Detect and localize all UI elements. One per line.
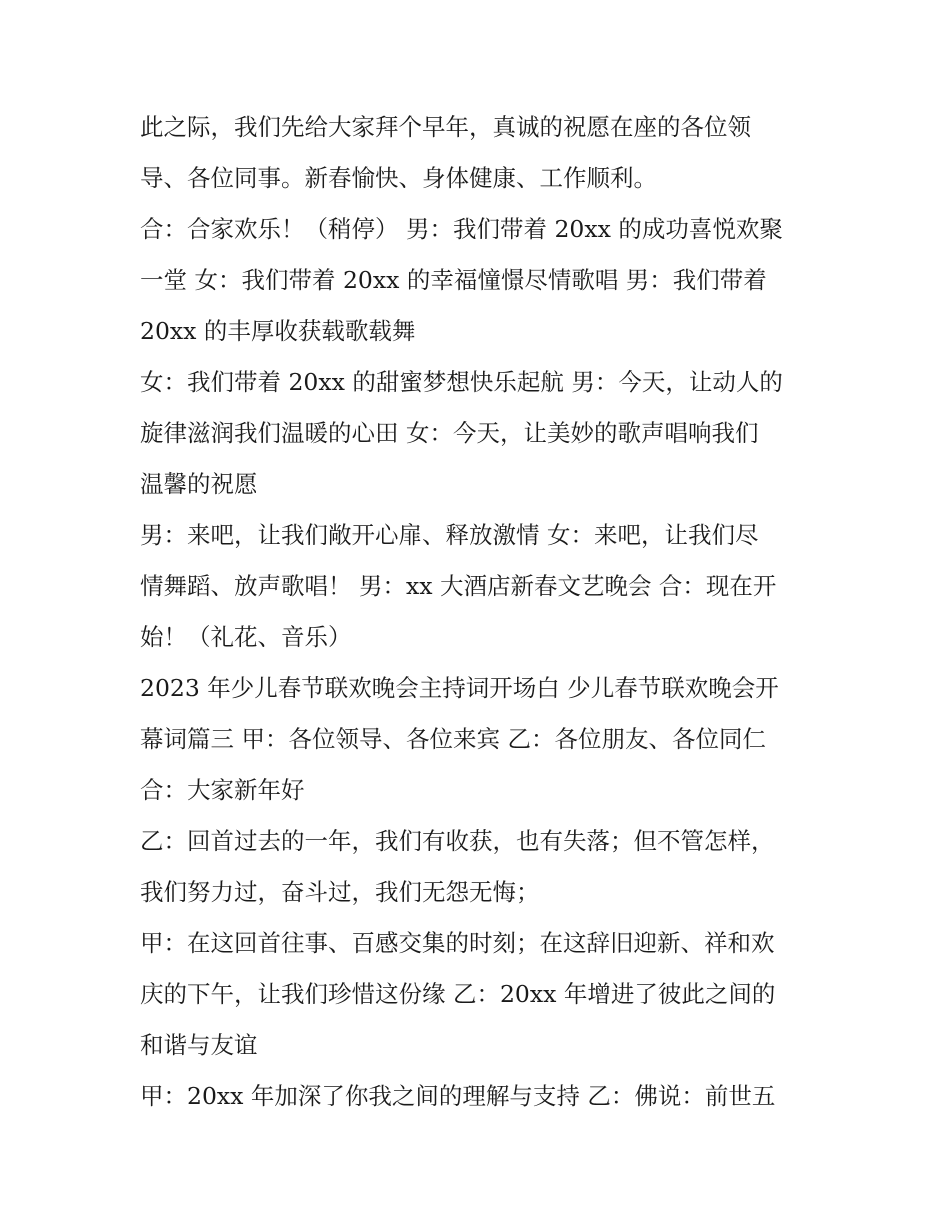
text-line: 女：我们带着 20xx 的甜蜜梦想快乐起航 男：今天，让动人的 [140, 368, 783, 396]
document-body [140, 102, 820, 1122]
text-line: 乙：回首过去的一年，我们有收获，也有失落；但不管怎样， [140, 827, 775, 855]
text-line: 情舞蹈、放声歌唱！ 男：xx 大酒店新春文艺晚会 合：现在开 [140, 572, 777, 600]
text-line: 我们努力过，奋斗过，我们无怨无悔； [140, 878, 540, 906]
text-line: 导、各位同事。新春愉快、身体健康、工作顺利。 [140, 164, 657, 192]
text-line: 甲：20xx 年加深了你我之间的理解与支持 乙：佛说：前世五 [140, 1082, 776, 1110]
text-line: 甲：在这回首往事、百感交集的时刻；在这辞旧迎新、祥和欢 [140, 929, 775, 957]
text-line: 20xx 的丰厚收获载歌载舞 [140, 317, 416, 345]
text-line: 此之际，我们先给大家拜个早年，真诚的祝愿在座的各位领 [140, 113, 751, 141]
text-line: 合：大家新年好 [140, 776, 305, 804]
text-line: 男：来吧，让我们敞开心扉、释放激情 女：来吧，让我们尽 [140, 521, 759, 549]
text-line: 庆的下午，让我们珍惜这份缘 乙：20xx 年增进了彼此之间的 [140, 980, 776, 1008]
text-line: 始！（礼花、音乐） [140, 623, 352, 651]
text-line: 一堂 女：我们带着 20xx 的幸福憧憬尽情歌唱 男：我们带着 [140, 266, 767, 294]
text-line: 合：合家欢乐！（稍停） 男：我们带着 20xx 的成功喜悦欢聚 [140, 215, 783, 243]
text-line: 幕词篇三 甲：各位领导、各位来宾 乙：各位朋友、各位同仁 [140, 725, 766, 753]
text-line: 温馨的祝愿 [140, 470, 258, 498]
text-line: 2023 年少儿春节联欢晚会主持词开场白 少儿春节联欢晚会开 [140, 674, 779, 702]
text-line: 和谐与友谊 [140, 1031, 258, 1059]
text-line: 旋律滋润我们温暖的心田 女：今天，让美妙的歌声唱响我们 [140, 419, 759, 447]
